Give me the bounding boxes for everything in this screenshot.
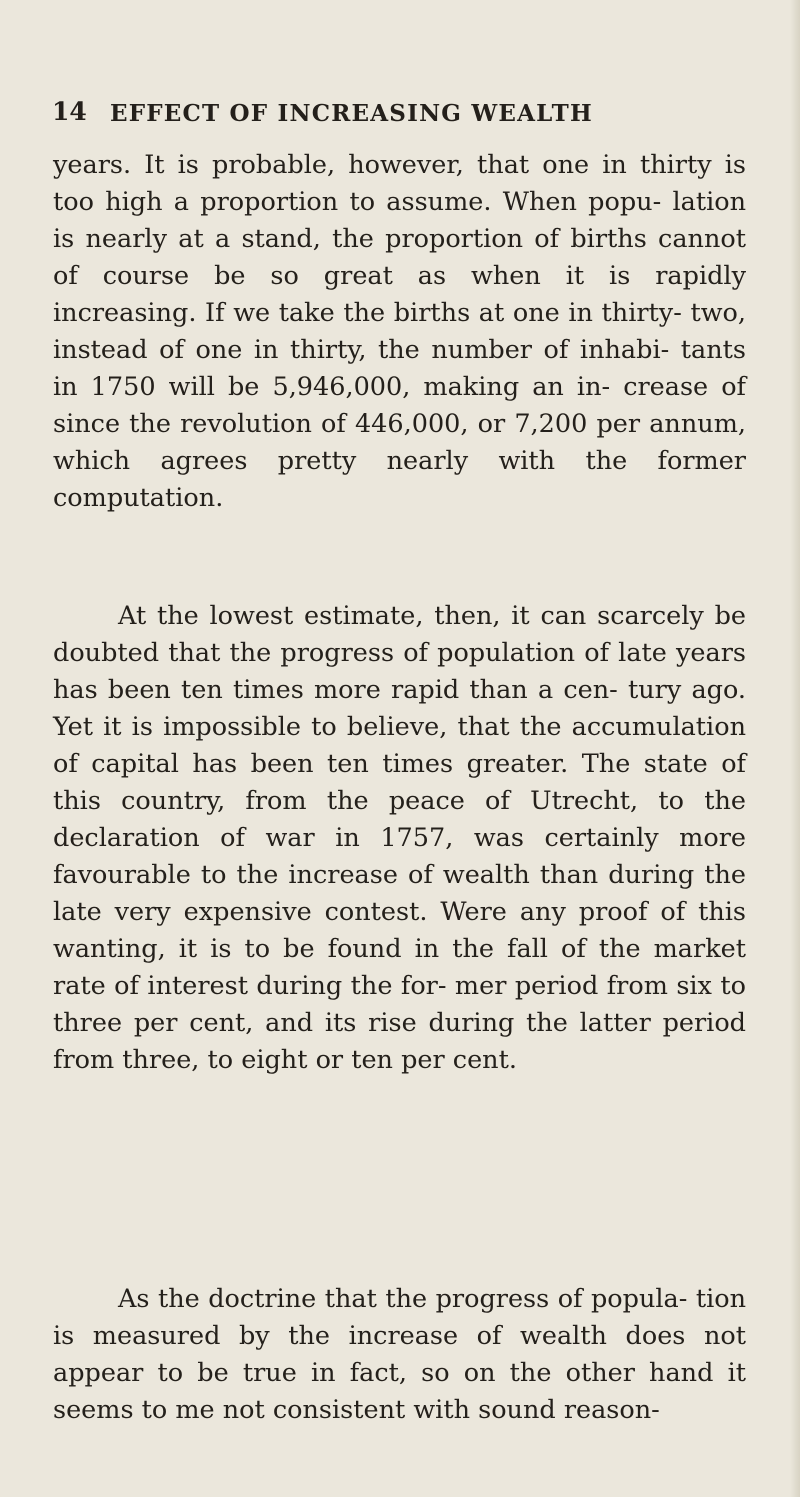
running-title: EFFECT OF INCREASING WEALTH — [110, 100, 593, 127]
paragraph-continuation: years. It is probable, however, that one in thirty is too high a proportion to assume. When popu- lation is nearly at a stand, the proportion of births cannot of course be so great as when it is rapidly increasing. If we take the births at one in thirty- two, instead of one in thirty, the number of inhabi- tants in 1750 will be 5,946,000, making an in- crease of since the revolution of 446,000, or 7,200 per annum, which agrees pretty nearly with the former computation. — [53, 150, 746, 513]
page-number: 14 — [52, 97, 87, 126]
paragraph-population-progress: At the lowest estimate, then, it can scarcely be doubted that the progress of population of late years has been ten times more rapid than a cen- tury ago. Yet it is impossible to believe, that the accumulation of capital has been ten times greater. The state of this country, from the peace of Utrecht, to the declaration of war in 1757, was certainly more favourable to the increase of wealth than during the late very expensive contest. Were any proof of this wanting, it is to be found in the fall of the market rate of interest during the for- mer period from six to three per cent, and its rise during the latter period from three, to eight or ten per cent. — [53, 601, 746, 1075]
page-header — [52, 92, 752, 132]
paragraph-doctrine: As the doctrine that the progress of popula- tion is measured by the increase of wealth does not appear to be true in fact, so on the other hand it seems to me not consistent with sound reason- — [53, 1284, 746, 1425]
